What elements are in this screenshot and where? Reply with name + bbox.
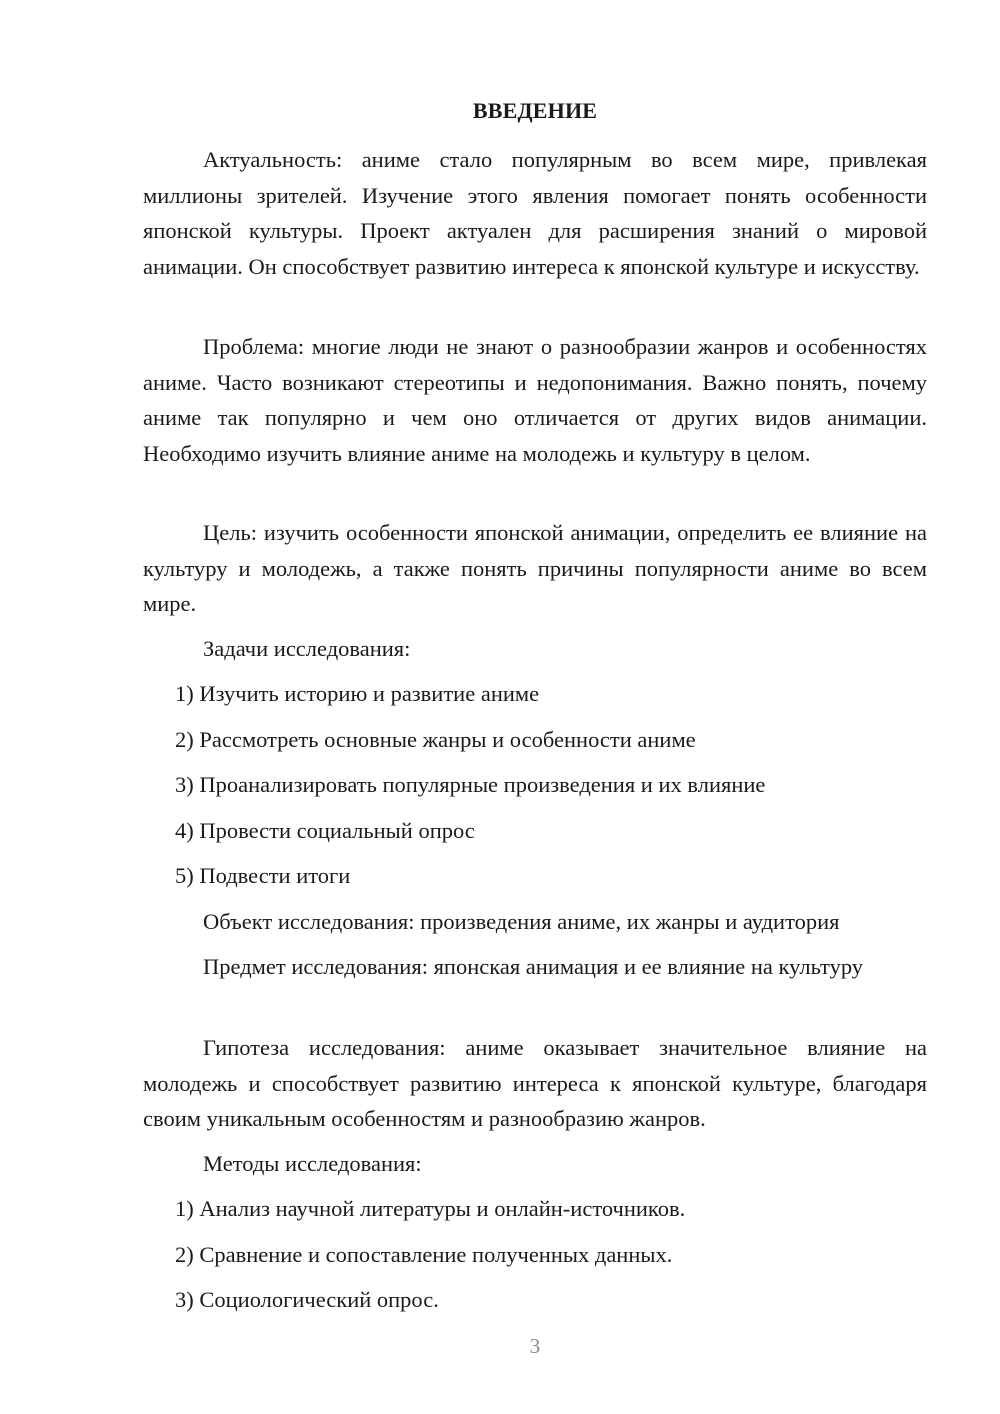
- goal-paragraph: Цель: изучить особенности японской анимации, определить ее влияние на культуру и молодежь, а также понять причины популярности аниме во всем мире.: [143, 520, 927, 616]
- method-item: 1) Анализ научной литературы и онлайн-источников.: [175, 1196, 686, 1221]
- tasks-heading: Задачи исследования:: [203, 636, 411, 661]
- problem-paragraph: Проблема: многие люди не знают о разнообразии жанров и особенностях аниме. Часто возникают стереотипы и недопонимания. Важно понять, почему аниме так популярно и чем оно отличается от других видов анимации. Необходимо изучить влияние аниме на молодежь и культуру в целом.: [143, 334, 927, 466]
- task-item: 3) Проанализировать популярные произведения и их влияние: [175, 772, 766, 797]
- method-item: 2) Сравнение и сопоставление полученных данных.: [175, 1242, 673, 1267]
- methods-heading: Методы исследования:: [203, 1151, 422, 1176]
- hypothesis-paragraph: Гипотеза исследования: аниме оказывает значительное влияние на молодежь и способствует развитию интереса к японской культуре, благодаря своим уникальным особенностям и разнообразию жанров.: [143, 1035, 927, 1131]
- subject-paragraph: Предмет исследования: японская анимация и ее влияние на культуру: [203, 954, 864, 979]
- object-line: Объект исследования: произведения аниме, их жанры и аудитория: [203, 909, 840, 934]
- task-item: 1) Изучить историю и развитие аниме: [175, 681, 540, 706]
- task-item: 2) Рассмотреть основные жанры и особенности аниме: [175, 727, 696, 752]
- page-title: ВВЕДЕНИЕ: [472, 98, 598, 123]
- task-item: 5) Подвести итоги: [175, 863, 351, 888]
- relevance-paragraph: Актуальность: аниме стало популярным во всем мире, привлекая миллионы зрителей. Изучение этого явления помогает понять особенности японской культуры. Проект актуален для расширения знаний о мировой анимации. Он способствует развитию интереса к японской культуре и искусству.: [143, 147, 927, 279]
- page-number: 3: [529, 1334, 541, 1358]
- task-item: 4) Провести социальный опрос: [175, 818, 475, 843]
- method-item: 3) Социологический опрос.: [175, 1287, 439, 1312]
